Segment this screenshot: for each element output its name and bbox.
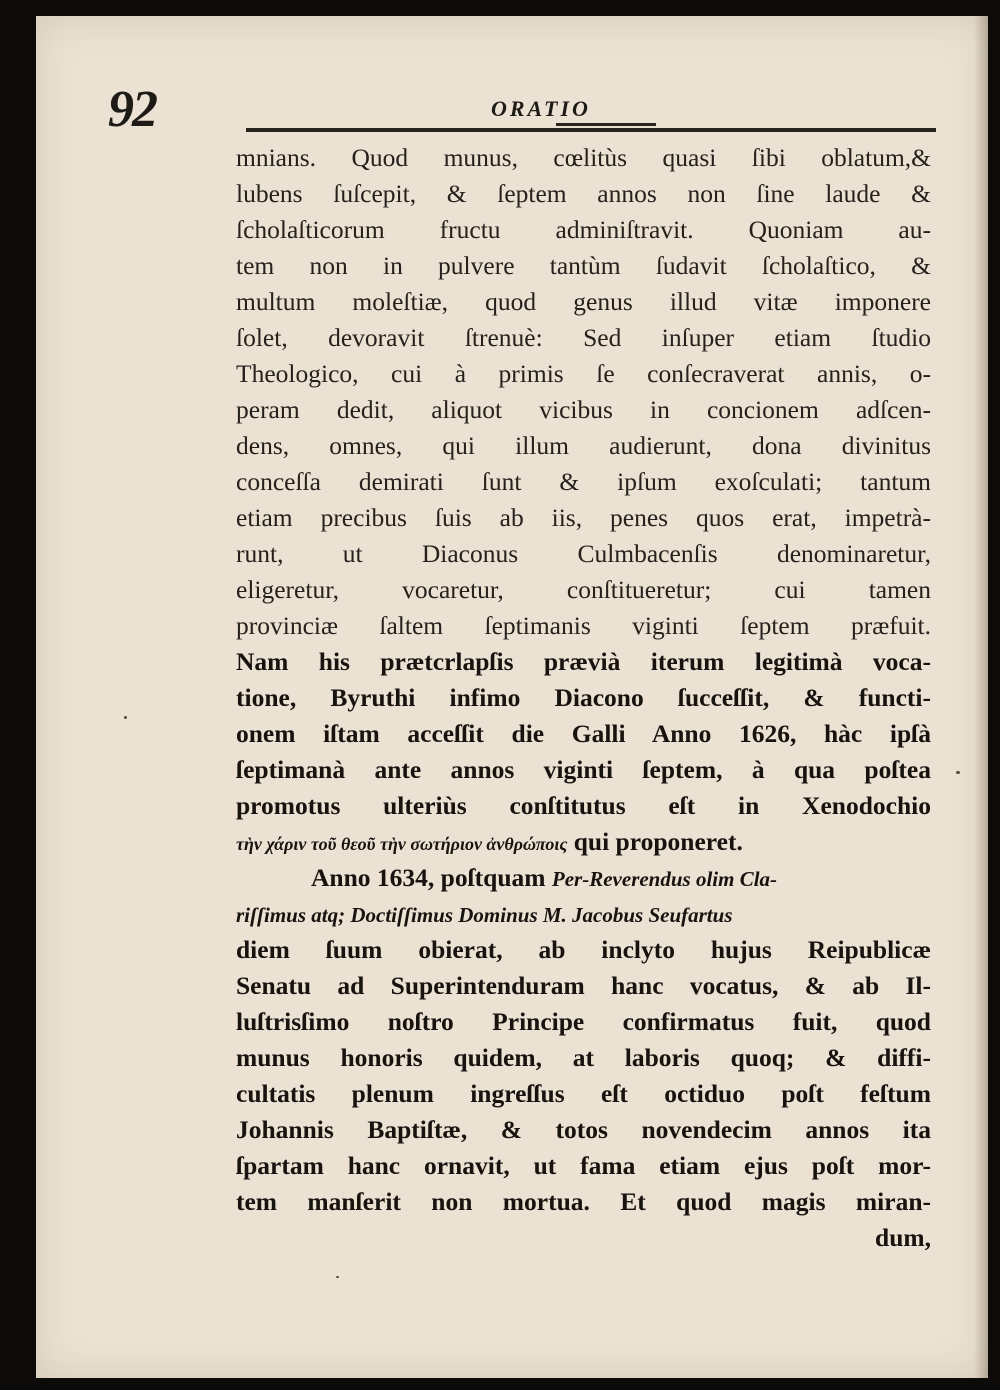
text-line: tem non in pulvere tantùm ſudavit ſcholaſtico, & — [236, 251, 931, 280]
header-rule-accent — [556, 123, 656, 126]
paper-speck — [336, 1276, 339, 1278]
italic-name: riſſimus atq; Doctiſſimus Dominus M. Jacobus Seufartus — [236, 903, 733, 927]
text-line: cultatis plenum ingreſſus eſt octiduo poſt feſtum — [236, 1079, 931, 1108]
anno-line — [236, 861, 931, 895]
text-line: ſpartam hanc ornavit, ut fama etiam ejus poſt mor- — [236, 1151, 931, 1180]
text-line: runt, ut Diaconus Culmbacenſis denominaretur, — [236, 539, 931, 568]
text-line: lubens ſuſcepit, & ſeptem annos non ſine laude & — [236, 179, 931, 208]
text-line: promotus ulteriùs conſtitutus eſt in Xenodochio — [236, 791, 931, 820]
italic-name-line — [236, 897, 931, 931]
page-number: 92 — [108, 81, 156, 138]
text-line: ſeptimanà ante annos viginti ſeptem, à qua poſtea — [236, 755, 931, 784]
text-line: diem ſuum obierat, ab inclyto hujus Reipublicæ — [236, 935, 931, 964]
anno-start: Anno 1634, poſtquam — [311, 863, 552, 892]
text-line: Senatu ad Superintenduram hanc vocatus, & ab Il- — [236, 971, 931, 1000]
text-line: ſcholaſticorum fructu adminiſtravit. Quoniam au- — [236, 215, 931, 244]
text-line: tione, Byruthi infimo Diacono ſucceſſit, & functi- — [236, 683, 931, 712]
text-line: tem manſerit non mortua. Et quod magis miran- — [236, 1187, 931, 1216]
greek-phrase: τὴν χάριν τοῦ θεοῦ τὴν σωτήριον ἀνθρώποις — [236, 834, 568, 854]
text-line: multum moleſtiæ, quod genus illud vitæ imponere — [236, 287, 931, 316]
anno-italic: Per-Reverendus olim Cla- — [551, 867, 778, 891]
text-line: eligeretur, vocaretur, conſtitueretur; cui tamen — [236, 575, 931, 604]
paper-speck — [956, 771, 960, 774]
text-line: peram dedit, aliquot vicibus in concionem adſcen- — [236, 395, 931, 424]
catchword: dum, — [875, 1223, 931, 1252]
text-line: Johannis Baptiſtæ, & totos novendecim annos ita — [236, 1115, 931, 1144]
text-line: mnians. Quod munus, cœlitùs quasi ſibi oblatum,& — [236, 143, 931, 172]
greek-line-tail: qui proponeret. — [567, 827, 743, 856]
text-line: etiam precibus ſuis ab iis, penes quos erat, impetrà- — [236, 503, 931, 532]
running-head: ORATIO — [491, 96, 591, 121]
text-line: Theologico, cui à primis ſe conſecraverat annis, o- — [236, 359, 931, 388]
text-line: ſolet, devoravit ſtrenuè: Sed inſuper etiam ſtudio — [236, 323, 931, 352]
page-header — [36, 16, 988, 146]
text-line: onem iſtam acceſſit die Galli Anno 1626, hàc ipſà — [236, 719, 931, 748]
text-line: luſtrisſimo noſtro Principe confirmatus fuit, quod — [236, 1007, 931, 1036]
header-rule — [246, 128, 936, 132]
text-line: provinciæ ſaltem ſeptimanis viginti ſeptem præfuit. — [236, 611, 931, 640]
paper-speck — [124, 716, 127, 719]
text-line: conceſſa demirati ſunt & ipſum exoſculati; tantum — [236, 467, 931, 496]
text-line: munus honoris quidem, at laboris quoq; & diffi- — [236, 1043, 931, 1072]
greek-line — [236, 825, 931, 859]
book-page — [36, 16, 988, 1378]
text-line: Nam his prætcrlapſis prævià iterum legitimà voca- — [236, 647, 931, 676]
text-line: dens, omnes, qui illum audierunt, dona divinitus — [236, 431, 931, 460]
